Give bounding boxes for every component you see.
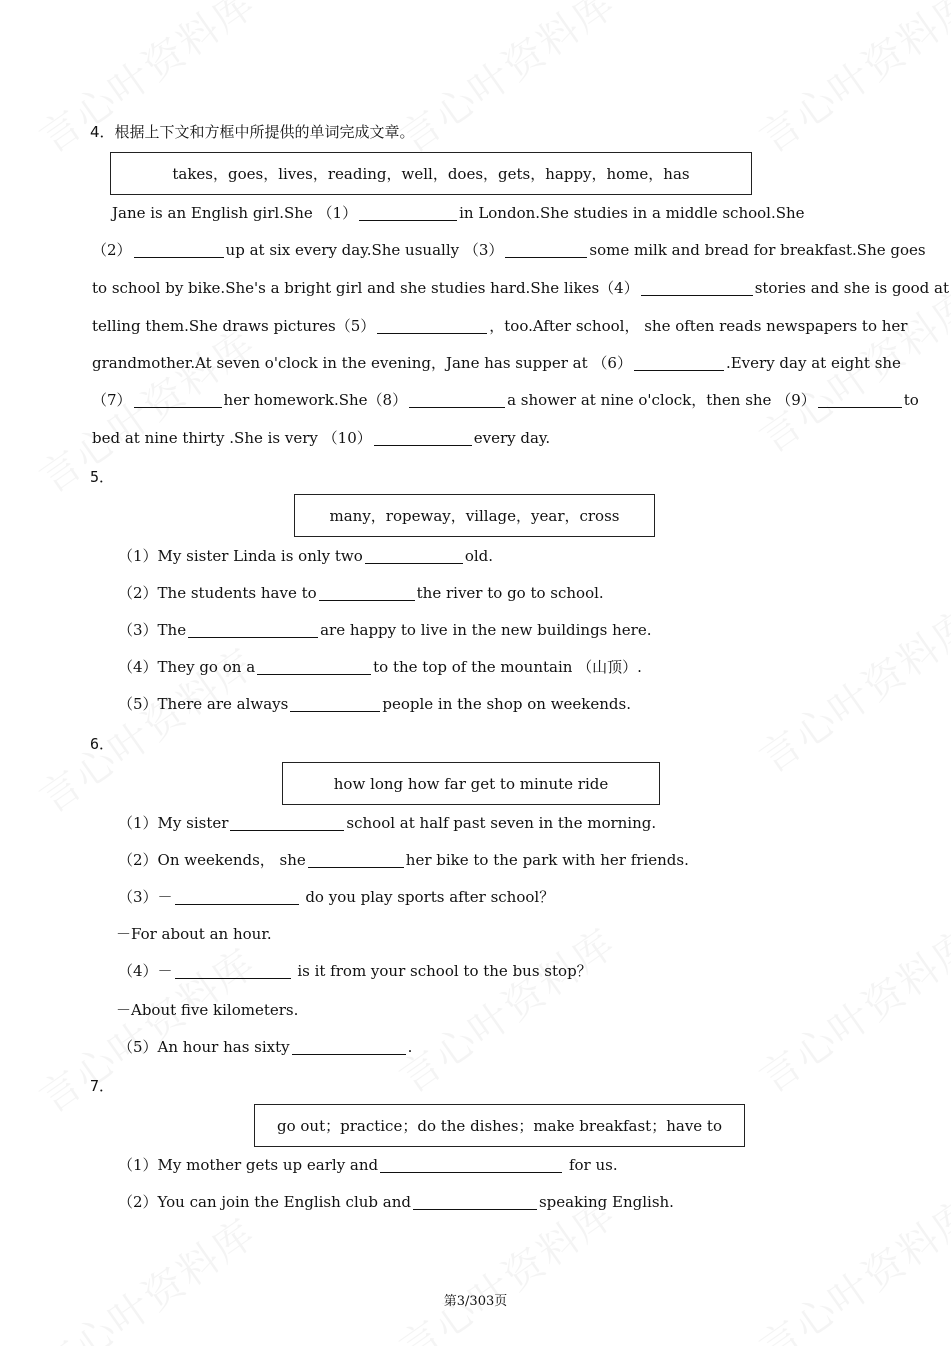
q5-item-2: （2）The students have to the river to go to school. [118, 584, 604, 602]
q6-reply-3: －For about an hour. [116, 925, 272, 943]
blank-4[interactable] [641, 279, 753, 296]
q4-title: 4．根据上下文和方框中所提供的单词完成文章。 [90, 123, 415, 141]
blank[interactable] [188, 621, 318, 638]
blank-10[interactable] [374, 429, 472, 446]
q4-word-box: takes，goes，lives，reading，well，does，gets，happy，home，has [110, 152, 752, 195]
q4-line-3: to school by bike.She's a bright girl and she studies hard.She likes（4） stories and she is good at [92, 279, 950, 297]
blank-8[interactable] [409, 391, 505, 408]
watermark [746, 593, 951, 784]
blank-7[interactable] [134, 391, 222, 408]
q5-item-5: （5）There are always people in the shop on weekends. [118, 695, 631, 713]
q6-item-4: （4）－ is it from your school to the bus stop？ [118, 962, 592, 980]
blank-1[interactable] [359, 204, 457, 221]
q4-line-4: telling them.She draws pictures（5） ，too.After school， she often reads newspapers to her [92, 317, 908, 335]
watermark [26, 1203, 265, 1346]
blank[interactable] [175, 962, 291, 979]
q5-title: 5． [90, 468, 115, 486]
q6-reply-4: －About five kilometers. [116, 1001, 299, 1019]
watermark [386, 0, 625, 164]
q6-item-5: （5）An hour has sixty . [118, 1038, 413, 1056]
q7-word-box: go out；practice；do the dishes；make breakfast；have to [254, 1104, 745, 1147]
q7-item-2: （2）You can join the English club and speaking English. [118, 1193, 674, 1211]
blank[interactable] [292, 1038, 406, 1055]
page-footer: 第3/303页 [443, 1294, 508, 1309]
q4-line-6: （7） her homework.She（8） a shower at nine o'clock，then she （9） to [92, 391, 919, 409]
blank-9[interactable] [818, 391, 902, 408]
q7-item-1: （1）My mother gets up early and for us. [118, 1156, 618, 1174]
blank[interactable] [230, 814, 344, 831]
blank[interactable] [413, 1193, 537, 1210]
watermark [386, 913, 625, 1104]
blank[interactable] [380, 1156, 562, 1173]
blank-3[interactable] [505, 241, 587, 258]
q4-line-1: Jane is an English girl.She （1） in London.She studies in a middle school.She [112, 204, 805, 222]
q7-title: 7． [90, 1077, 115, 1095]
blank[interactable] [308, 851, 404, 868]
q5-item-4: （4）They go on a to the top of the mountain （山顶）. [118, 658, 642, 676]
watermark [746, 913, 951, 1104]
blank[interactable] [319, 584, 415, 601]
q4-line-5: grandmother.At seven o'clock in the evening，Jane has supper at （6） .Every day at eight she [92, 354, 901, 372]
blank-5[interactable] [377, 317, 487, 334]
blank[interactable] [257, 658, 371, 675]
blank-2[interactable] [134, 241, 224, 258]
q6-title: 6． [90, 735, 115, 753]
q4-line-7: bed at nine thirty .She is very （10） every day. [92, 429, 551, 447]
watermark [746, 0, 951, 164]
q5-item-3: （3）The are happy to live in the new buildings here. [118, 621, 652, 639]
q6-word-box: how long how far get to minute ride [282, 762, 660, 805]
q4-line-2: （2） up at six every day.She usually （3） some milk and bread for breakfast.She goes [92, 241, 926, 259]
blank-6[interactable] [634, 354, 724, 371]
watermark [746, 1183, 951, 1346]
q6-item-3: （3）－ do you play sports after school？ [118, 888, 555, 906]
q5-word-box: many，ropeway，village，year，cross [294, 494, 655, 537]
q5-item-1: （1）My sister Linda is only two old. [118, 547, 494, 565]
q6-item-2: （2）On weekends， she her bike to the park with her friends. [118, 851, 689, 869]
q6-item-1: （1）My sister school at half past seven in the morning. [118, 814, 657, 832]
blank[interactable] [365, 547, 463, 564]
blank[interactable] [290, 695, 380, 712]
blank[interactable] [175, 888, 299, 905]
